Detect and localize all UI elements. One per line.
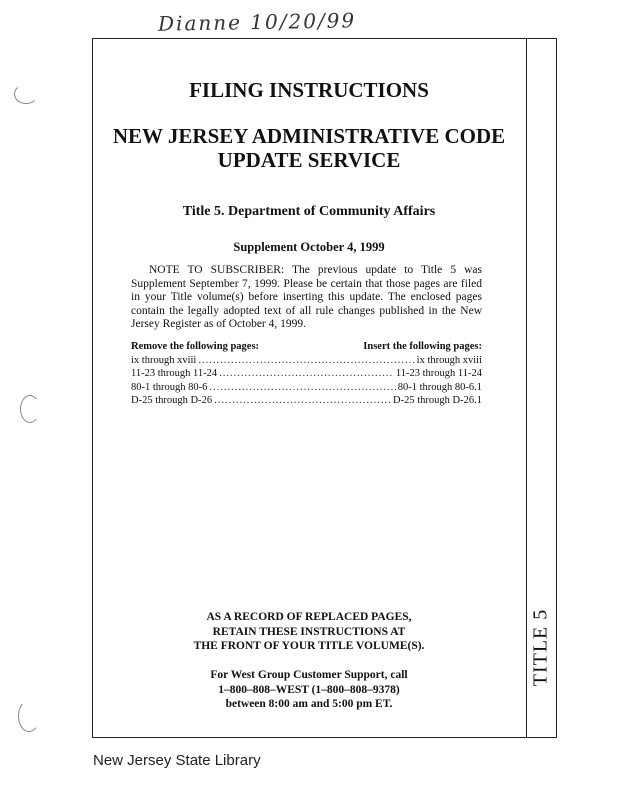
supplement-date: Supplement October 4, 1999: [233, 240, 385, 254]
remove-pages: D-25 through D-26: [131, 395, 213, 406]
customer-support: [92, 668, 526, 712]
support-hours: between 8:00 am and 5:00 pm ET.: [225, 698, 393, 710]
main-heading-line1: NEW JERSEY ADMINISTRATIVE CODE: [112, 124, 506, 148]
insert-header: Insert the following pages:: [363, 341, 482, 352]
punch-mark-middle: [20, 395, 40, 423]
insert-pages: D-25 through D-26.1: [393, 395, 482, 406]
spine-label-text: TITLE 5: [529, 608, 552, 687]
dot-leader: [198, 354, 414, 368]
support-phone: 1–800–808–WEST (1–800–808–9378): [218, 683, 400, 696]
insert-pages: ix through xviii: [416, 354, 482, 366]
library-footer: New Jersey State Library: [93, 752, 261, 769]
page-title: FILING INSTRUCTIONS: [189, 78, 429, 102]
table-row: [131, 394, 482, 408]
insert-pages: 80-1 through 80-6.1: [397, 381, 482, 393]
remove-pages: ix through xviii: [131, 354, 197, 366]
punch-mark-top: [14, 84, 38, 104]
handwritten-note: Dianne 10/20/99: [157, 8, 357, 36]
dot-leader: [219, 367, 394, 381]
table-row: [131, 381, 482, 395]
punch-mark-bottom: [18, 700, 40, 732]
insert-pages: 11-23 through 11-24: [395, 368, 482, 379]
record-notice-line1: AS A RECORD OF REPLACED PAGES,: [206, 611, 412, 623]
main-heading-line2: UPDATE SERVICE: [217, 148, 401, 172]
record-notice-line2: RETAIN THESE INSTRUCTIONS AT: [212, 625, 406, 638]
record-notice-line3: THE FRONT OF YOUR TITLE VOLUME(S).: [193, 640, 425, 652]
dot-leader: [209, 381, 395, 395]
remove-pages: 80-1 through 80-6: [131, 381, 208, 393]
spine-divider: [526, 38, 527, 738]
subscriber-note: NOTE TO SUBSCRIBER: The previous update to Title 5 was Supplement September 7, 1999. Please be certain that those pages are filed in your Title volume(s) before inserting this update. The enclosed pages contain the legally adopted text of all rule changes published in the New Jersey Register as of October 4, 1999.: [131, 264, 482, 330]
remove-pages: 11-23 through 11-24: [131, 368, 218, 379]
pages-table: [131, 340, 482, 408]
main-heading: [92, 124, 526, 172]
table-row: [131, 354, 482, 368]
record-notice: [92, 610, 526, 654]
title-heading: Title 5. Department of Community Affairs: [182, 204, 436, 219]
table-row: [131, 367, 482, 381]
dot-leader: [214, 394, 391, 408]
remove-header: Remove the following pages:: [131, 341, 260, 352]
support-line1: For West Group Customer Support, call: [210, 669, 408, 681]
pages-table-header: [131, 340, 482, 354]
